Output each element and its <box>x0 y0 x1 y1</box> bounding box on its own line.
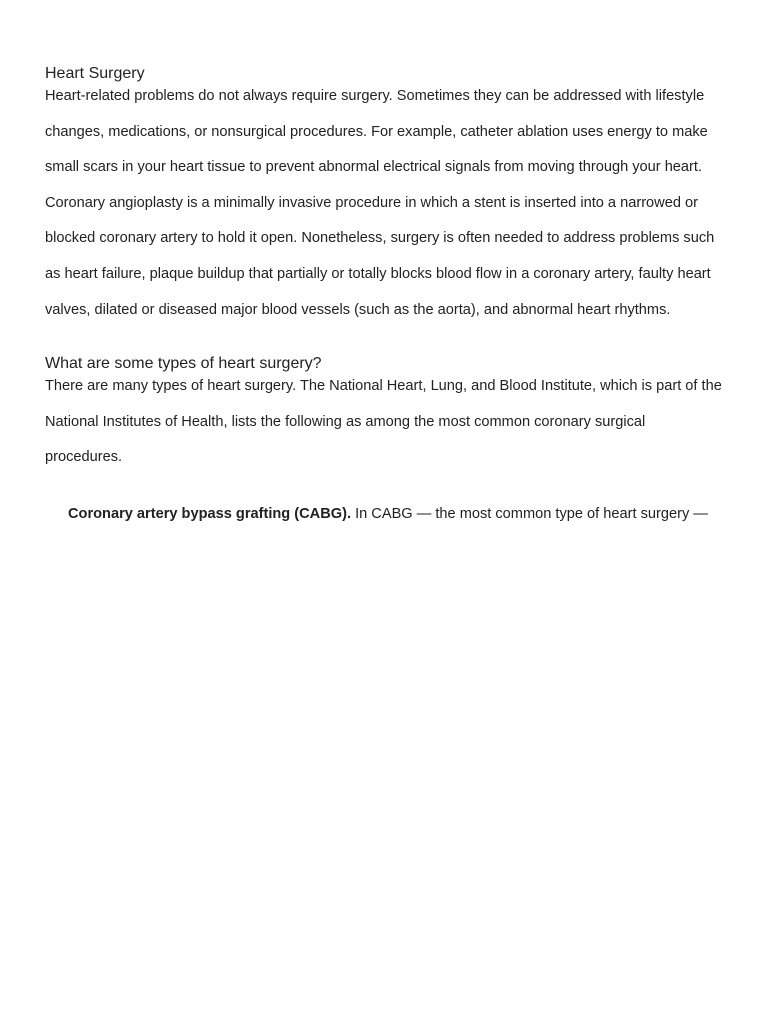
document-page <box>45 63 725 533</box>
procedure-list <box>45 497 725 533</box>
list-item <box>68 497 725 533</box>
section-title: Heart Surgery <box>45 65 145 82</box>
procedure-term: Coronary artery bypass grafting (CABG). <box>68 505 352 522</box>
section-title: What are some types of heart surgery? <box>45 355 322 373</box>
section-types-of-heart-surgery <box>45 353 725 476</box>
section-body: Heart-related problems do not always require surgery. Sometimes they can be addressed with lifestyle changes, medications, or nonsurgical procedures. For example, catheter ablation uses energy to make small scars in your heart tissue to prevent abnormal electrical signals from moving through your heart. Coronary angioplasty is a minimally invasive procedure in which a stent is inserted into a narrowed or blocked coronary artery to hold it open. Nonetheless, surgery is often needed to address problems such as heart failure, plaque buildup that partially or totally blocks blood flow in a coronary artery, faulty heart valves, dilated or diseased major blood vessels (such as the aorta), and abnormal heart rhythms. <box>45 88 715 318</box>
procedure-text: In CABG — the most common type of heart surgery — <box>351 505 708 522</box>
section-body: There are many types of heart surgery. The National Heart, Lung, and Blood Institute, which is part of the National Institutes of Health, lists the following as among the most common coronary surgical procedures. <box>45 378 722 466</box>
section-heart-surgery <box>45 63 725 328</box>
